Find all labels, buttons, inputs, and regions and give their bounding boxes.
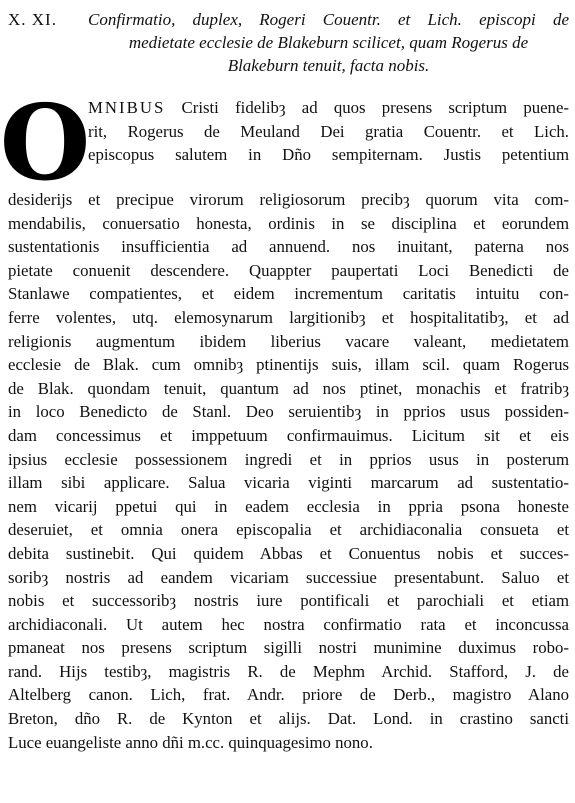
text-line <box>8 96 569 120</box>
text-line: ferre volentes, utq. elemosynarum largitionibȝ et hospitalitatibȝ, et ad <box>8 307 569 327</box>
text-line: deseruiet, et omnia onera episcopalia et archidiaconalia consueta et <box>8 520 569 540</box>
text-line: pietate conuenit descendere. Quappter paupertati Loci Benedicti de <box>8 260 569 280</box>
text-line: nem vicarij ppetui qui in eadem ecclesia in ppria psona honeste <box>8 496 569 516</box>
text-line: rand. Hijs testibȝ, magistris R. de Mephm Archid. Stafford, J. de <box>8 661 569 681</box>
text-line: rit, Rogerus de Meuland Dei gratia Couentr. et Lich. <box>88 121 569 141</box>
text-line: de Blak. quondam tenuit, quantum ad nos ptinet, monachis et fratribȝ <box>8 378 569 398</box>
charter-title-line: medietate ecclesie de Blakeburn scilicet, quam Rogerus de <box>128 33 529 52</box>
text-line: debita sustinebit. Qui quidem Abbas et Conuentus nobis et succes- <box>8 543 569 563</box>
text-line: ipsius ecclesie possessionem ingredi et in pprios usus in posterum <box>8 449 569 469</box>
text-line: Stanlawe compatientes, et eidem incrementum caritatis intuitu con- <box>8 284 569 304</box>
text-line: Altelberg canon. Lich, frat. Andr. priore de Derb., magistro Alano <box>8 685 569 705</box>
opening-word: MNIBUS <box>88 98 166 117</box>
charter-number: X. XI. <box>8 10 57 29</box>
text-line: illam sibi applicare. Salua vicaria viginti marcarum ad sustentatio- <box>8 473 569 493</box>
text-line: archidiaconali. Ut autem hec nostra confirmatio rata et inconcussa <box>8 614 569 634</box>
charter-title-line: Confirmatio, duplex, Rogeri Couentr. et Lich. episcopi de <box>88 10 569 29</box>
text-line: pmaneat nos presens scriptum sigilli nostri munimine duximus robo- <box>8 638 569 658</box>
text-line: nobis et successoribȝ nostris iure pontificali et parochiali et etiam <box>8 591 569 611</box>
first-line-text: Cristi fidelibȝ ad quos presens scriptum puene- <box>181 98 569 117</box>
document-page <box>0 8 569 754</box>
text-line: Luce euangeliste anno dñi m.cc. quinquagesimo nono. <box>8 732 373 752</box>
charter-title-line: Blakeburn tenuit, facta nobis. <box>227 56 430 75</box>
charter-title <box>88 8 569 77</box>
text-line: desiderijs et precipue virorum religiosorum precibȝ quorum vita com- <box>8 190 569 209</box>
text-line: ecclesie de Blak. cum omnibȝ ptinentijs suis, illam scil. quam Rogerus <box>8 355 569 375</box>
charter-heading <box>8 8 569 77</box>
text-line: episcopus salutem in Dño sempiternam. Justis petentium <box>88 145 569 165</box>
text-line: dam concessimus et imppetuum confirmauimus. Licitum sit et eis <box>8 425 569 445</box>
text-line: mendabilis, conuersatio honesta, ordinis in se disciplina et eorundem <box>8 213 569 233</box>
drop-cap-initial: O <box>0 81 91 204</box>
text-line: soribȝ nostris ad eandem vicariam successiue presentabunt. Saluo et <box>8 567 569 587</box>
text-line: Breton, dño R. de Kynton et alijs. Dat. Lond. in crastino sancti <box>8 709 569 729</box>
text-line: sustentationis insufficientia ad annuend. nos inuitant, paterna nos <box>8 237 569 257</box>
text-line: religionis augmentum ibidem liberius vacare valeant, medietatem <box>8 331 569 351</box>
text-line: in loco Benedicto de Stanl. Deo seruientibȝ in pprios usus possiden- <box>8 402 569 422</box>
charter-body <box>0 81 569 754</box>
